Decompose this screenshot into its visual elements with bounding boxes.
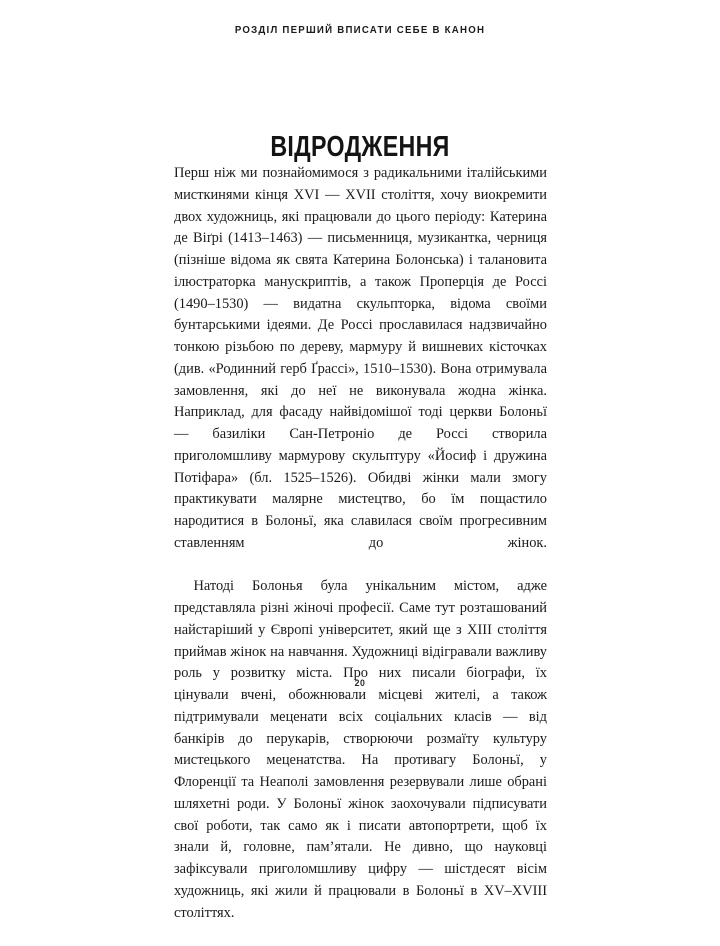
page-number: 20 bbox=[354, 678, 366, 689]
body-paragraph: Перш ніж ми познайомимося з радикальними італійськими мисткинями кінця XVI — XVII століття, хочу виокремити двох художниць, які працювали до цього періоду: Катерина де Віґрі (1413–1463) — письменниця, музикантка, черниця (пізніше відома як свята Катерина Болонська) і талановита ілюстраторка манускриптів, а також Проперція де Россі (1490–1530) — видатна скульпторка, відома своїми бунтарськими ідеями. Де Россі прославилася надзвичайно тонкою різьбою по дереву, мармуру й вишневих кісточках (див. «Родинний герб Ґрассі», 1510–1530). Вона отримувала замовлення, які до неї не виконувала жодна жінка. Наприклад, для фасаду найвідомішої тоді церкви Болоньї — базиліки Сан-Петроніо де Россі створила приголомшливу мармурову скульптуру «Йосиф і дружина Потіфара» (бл. 1525–1526). Обидві жінки мали змогу практикувати малярне мистецтво, бо їм пощастило народитися в Болоньї, яка славилася своїм прогресивним ставленням до жінок. bbox=[174, 165, 547, 551]
running-header: РОЗДІЛ ПЕРШИЙ ВПИСАТИ СЕБЕ В КАНОН bbox=[234, 24, 486, 36]
chapter-title: ВІДРОДЖЕННЯ bbox=[270, 131, 450, 164]
body-paragraph: Натоді Болонья була унікальним містом, адже представляла різні жіночі професії. Саме тут розташований найстаріший у Європі університет, який ще з XIII століття приймав жінок на навчання. Художниці відігравали важливу роль у розвитку міста. Про них писали біографи, їх цінували вчені, обожнювали місцеві жителі, а також підтримували меценати всіх соціальних класів — від банкірів до перукарів, створюючи розмаїту культуру мистецького меценатства. На противагу Болоньї, у Флоренції та Неаполі замовлення резервували лише обрані шляхетні роди. У Болоньї жінок заохочували підписувати свої роботи, так само як і писати автопортрети, щоб їх знали й, головне, пам’ятали. Не дивно, що науковці зафіксували приголомшливу цифру — шістдесят вісім художниць, які жили й працювали в Болоньї в XV–XVIII століттях. bbox=[174, 578, 547, 921]
body-text-column bbox=[174, 163, 547, 946]
